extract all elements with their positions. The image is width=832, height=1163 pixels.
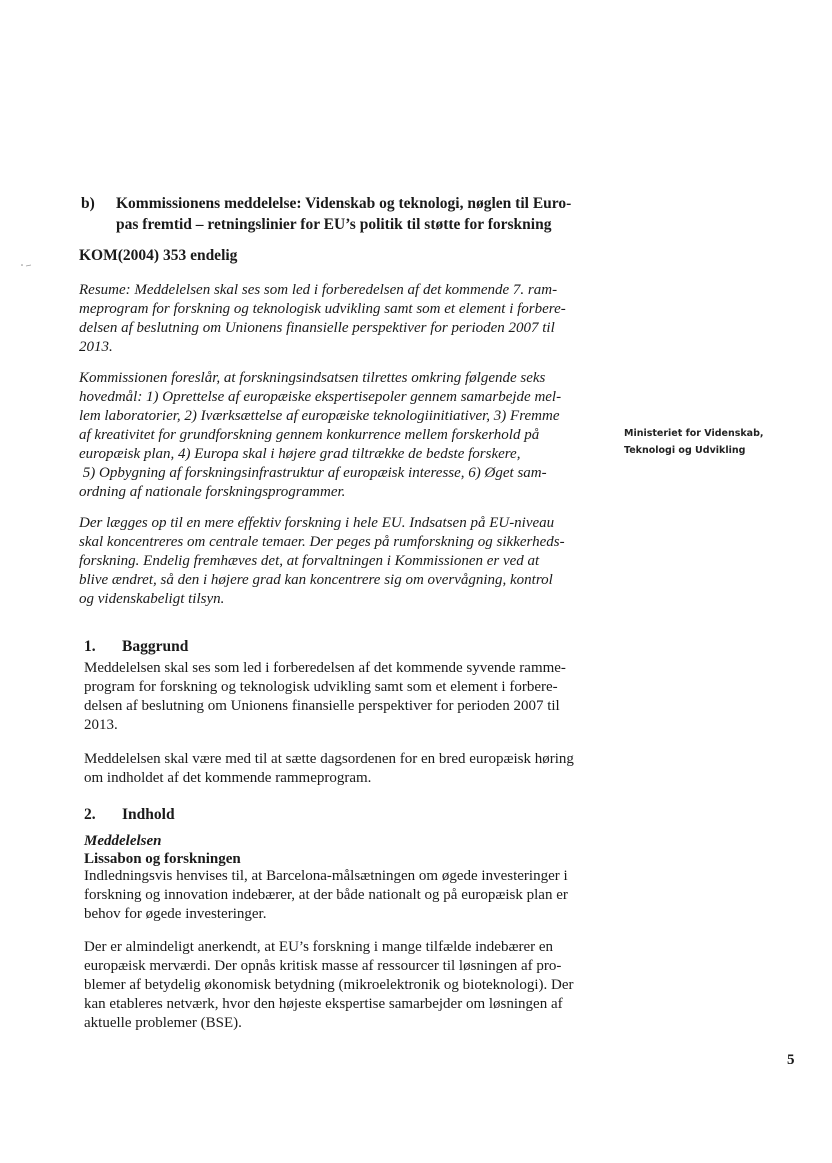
body-line: behov for øgede investeringer. [84, 906, 267, 922]
baggrund-paragraph-1 [84, 659, 604, 735]
subheading-lissabon: Lissabon og forskningen [84, 851, 241, 867]
indhold-paragraph-1 [84, 867, 604, 924]
proposal-line: europæisk plan, 4) Europa skal i højere grad tiltrække de bedste forskere, [79, 446, 521, 462]
body-line: europæisk merværdi. Der opnås kritisk masse af ressourcer til løsningen af pro- [84, 958, 562, 974]
ministry-margin-note [624, 425, 764, 459]
body-line: program for forskning og teknologisk udvikling samt som et element i forbere- [84, 679, 558, 695]
section-title: Indhold [122, 806, 175, 823]
resume-line: meprogram for forskning og teknologisk udvikling samt som et element i forbere- [79, 301, 566, 317]
scan-speck [20, 263, 32, 268]
body-line: Der er almindeligt anerkendt, at EU’s forskning i mange tilfælde indebærer en [84, 939, 554, 955]
body-line: Meddelelsen skal ses som led i forberedelsen af det kommende syvende ramme- [84, 660, 566, 676]
section-number: 2. [84, 806, 96, 823]
heading-line-1: Kommissionens meddelelse: Videnskab og teknologi, nøglen til Euro- [116, 195, 572, 212]
body-line: Indledningsvis henvises til, at Barcelona-målsætningen om øgede investeringer i [84, 868, 568, 884]
resume-line: delsen af beslutning om Unionens finansielle perspektiver for perioden 2007 til [79, 320, 555, 336]
section-number: 1. [84, 638, 96, 655]
section-heading-b [81, 193, 601, 235]
body-line: Meddelelsen skal være med til at sætte dagsordenen for en bred europæisk høring [84, 751, 574, 767]
resume-paragraph [79, 281, 599, 357]
resume-line: Resume: Meddelelsen skal ses som led i forberedelsen af det kommende 7. ram- [79, 282, 558, 298]
margin-note-line-2: Teknologi og Udvikling [624, 445, 746, 456]
proposal-line: af kreativitet for grundforskning gennem konkurrence mellem forskerhold på [79, 427, 540, 443]
body-line: kan etableres netværk, hvor den højeste ekspertise samarbejder om løsningen af [84, 996, 563, 1012]
heading-line-2: pas fremtid – retningslinier for EU’s politik til støtte for forskning [116, 216, 552, 233]
body-line: delsen af beslutning om Unionens finansielle perspektiver for perioden 2007 til [84, 698, 560, 714]
body-line: om indholdet af det kommende rammeprogram. [84, 770, 372, 786]
indhold-paragraph-2 [84, 938, 604, 1033]
section-heading-indhold [84, 805, 175, 825]
page-number: 5 [787, 1052, 795, 1068]
focus-line: blive ændret, så den i højere grad kan koncentrere sig om overvågning, kontrol [79, 572, 553, 588]
focus-line: Der lægges op til en mere effektiv forskning i hele EU. Indsatsen på EU-niveau [79, 515, 555, 531]
body-line: blemer af betydelig økonomisk betydning (mikroelektronik og bioteknologi). Der [84, 977, 574, 993]
body-line: aktuelle problemer (BSE). [84, 1015, 242, 1031]
focus-line: forskning. Endelig fremhæves det, at forvaltningen i Kommissionen er ved at [79, 553, 540, 569]
body-line: 2013. [84, 717, 118, 733]
heading-label: b) [81, 195, 95, 212]
proposal-line: Kommissionen foreslår, at forskningsindsatsen tilrettes omkring følgende seks [79, 370, 546, 386]
document-reference: KOM(2004) 353 endelig [79, 247, 238, 264]
proposal-line: lem laboratorier, 2) Iværksættelse af europæiske teknologiinitiativer, 3) Fremme [79, 408, 560, 424]
resume-line: 2013. [79, 339, 113, 355]
proposal-line: 5) Opbygning af forskningsinfrastruktur af europæisk interesse, 6) Øget sam- [79, 465, 547, 481]
margin-note-line-1: Ministeriet for Videnskab, [624, 428, 764, 439]
proposal-line: hovedmål: 1) Oprettelse af europæiske ekspertisepoler gennem samarbejde mel- [79, 389, 562, 405]
section-heading-baggrund [84, 637, 188, 657]
proposal-paragraph [79, 369, 599, 502]
proposal-line: ordning af nationale forskningsprogrammer. [79, 484, 346, 500]
baggrund-paragraph-2 [84, 750, 604, 788]
section-title: Baggrund [122, 638, 189, 655]
subheading-meddelelsen: Meddelelsen [84, 833, 162, 849]
focus-line: skal koncentreres om centrale temaer. Der peges på rumforskning og sikkerheds- [79, 534, 565, 550]
focus-line: og videnskabeligt tilsyn. [79, 591, 225, 607]
body-line: forskning og innovation indebærer, at der både nationalt og på europæisk plan er [84, 887, 568, 903]
focus-paragraph [79, 514, 599, 609]
